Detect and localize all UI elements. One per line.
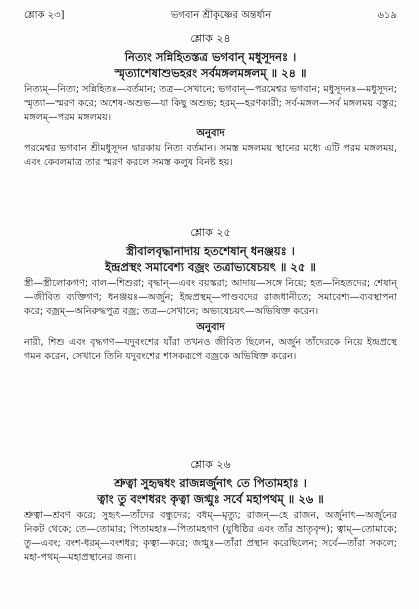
verse-number: শ্লোক ২৪ (190, 32, 231, 45)
header-page-number: ৬১৯ (377, 10, 397, 21)
synonyms-paragraph: স্ত্রী—স্ত্রীলোকগণ; বাল—শিশুরা; বৃদ্ধান্—এবং বয়স্করা; আদায়—সঙ্গে নিয়ে; হত—নিহতদের; শেষান্—জীবিত ব্যক্তিগণ; ধনঞ্জয়ঃ—অর্জুন; ইন্দ্রপ্রস্থম্—পাণ্ডবদের রাজধানীতে; সমাবেশ্য—ব্যবস্থাপনা করে; বজ্রম্—অনিরুদ্ধপুত্র বজ্র; তত্র—সেখানে; অভ্যষেচয়ৎ—অভিষিক্ত করেন। (24, 278, 397, 317)
header-chapter-title: ভগবান শ্রীকৃষ্ণের অন্তর্ধান (170, 10, 272, 21)
verse-section-24 (24, 26, 397, 170)
verse-number: শ্লোক ২৫ (190, 226, 231, 239)
verse-line: শ্রুত্বা সুহৃদ্বধং রাজন্নর্জুনাৎ তে পিতামহাঃ । (114, 476, 307, 490)
synonyms-paragraph: শ্রুত্বা—শ্রবণ করে; সুহৃৎ—তাঁদের বন্ধুদের; বধম্—মৃত্যু; রাজন্—হে রাজন, অর্জুনাৎ—অর্জুনের নিকট থেকে; তে—তোমার; পিতামহাঃ—পিতামহগণ (যুধিষ্ঠির এবং তাঁর ভ্রাতৃবৃন্দ); ত্বাম্—তোমাকে; তু—এবং; বংশ-ধরম্—বংশধর; কৃত্বা—করে; জগ্মুঃ—তাঁরা প্রস্থান করেছিলেন; সর্বে—তাঁরা সকলে; মহা-পথম্—মহাপ্রস্থানের জন্য। (24, 510, 397, 563)
verse-line: স্ত্রীবালবৃদ্ধানাদায় হতশেষান্ ধনঞ্জয়ঃ । (126, 244, 295, 258)
translation-paragraph: পরমেশ্বর ভগবান শ্রীমধুসূদন দ্বারকায় নিত্য বর্তমান। সমস্ত মঙ্গলময় স্থানের মধ্যে এটি পরম মঙ্গলময়, এবং কেবলমাত্র তার স্মরণ করলে সমস্ত কলুষ বিনষ্ট হয়। (24, 143, 397, 168)
translation-paragraph: নারী, শিশু এবং বৃদ্ধগণ—যদুবংশের যাঁরা তখনও জীবিত ছিলেন, অর্জুন তাঁদেরকে নিয়ে ইন্দ্রপ্রস্থে গমন করেন, সেখানে তিনি যদুবংশের শাসকরূপে বজ্রকে অভিষিক্ত করেন। (24, 337, 397, 362)
verse-section-26 (24, 452, 397, 565)
verse-number: শ্লোক ২৬ (190, 458, 231, 471)
verse-section-25 (24, 220, 397, 364)
verse-line: ত্বাং তু বংশধরং কৃত্বা জগ্মুঃ সর্বে মহাপথম্ ॥ ২৬ ॥ (97, 492, 324, 506)
verse-line: নিত্যং সন্নিহিতস্তত্র ভগবান্ মধুসূদনঃ । (124, 50, 297, 64)
synonyms-paragraph: নিত্যম্—নিত্য; সন্নিহিতঃ—বর্তমান; তত্র—সেখানে; ভগবান্—পরমেশ্বর ভগবান; মধুসূদনঃ—মধুসূদন; স্মৃত্যা—স্মরণ করে; অশেষ-অশুভ—যা কিছু অশুভ; হরম্—হরণকারী; সর্ব-মঙ্গল—সর্ব মঙ্গলময় বস্তুর; মঙ্গলম্—পরম মঙ্গলময়। (24, 84, 397, 123)
translation-title: অনুবাদ (196, 128, 225, 139)
verse-line: ইন্দ্রপ্রস্থং সমাবেশ্য বজ্রং তত্রাভ্যষেচয়ৎ ॥ ২৫ ॥ (105, 260, 316, 274)
verse-line: স্মৃত্যাশেষাশুভহরং সর্বমঙ্গলমঙ্গলম্ ॥ ২৪ ॥ (114, 66, 307, 80)
translation-title: অনুবাদ (196, 322, 225, 333)
header-verse-ref: শ্লোক ২৩] (24, 10, 65, 21)
page-header (24, 8, 397, 24)
